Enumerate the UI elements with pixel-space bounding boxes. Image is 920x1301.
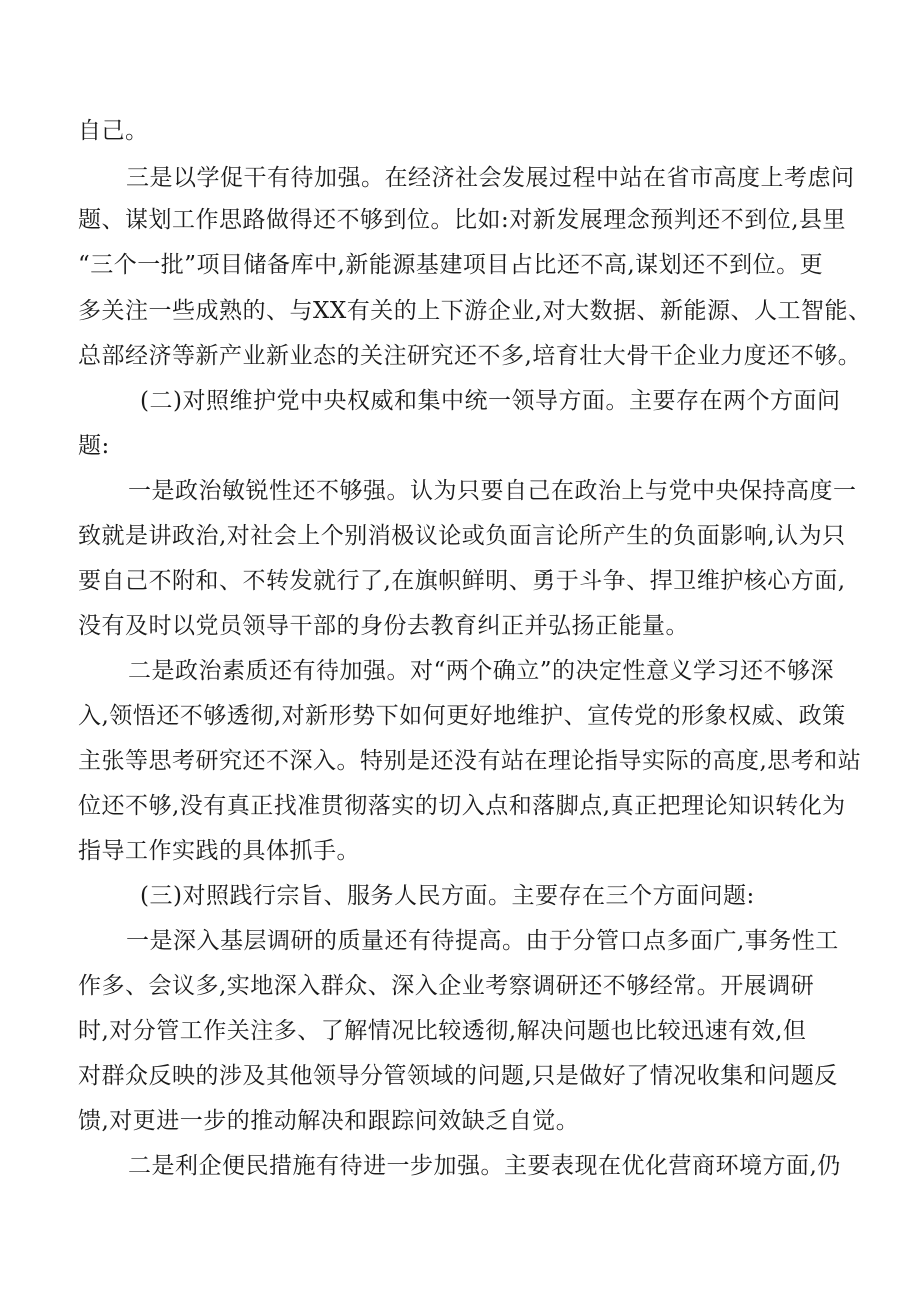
text-line: 主张等思考研究还不深入。特别是还没有站在理论指导实际的高度,思考和站 <box>78 748 862 774</box>
text-line: 一是政治敏锐性还不够强。认为只要自己在政治上与党中央保持高度一 <box>128 478 857 504</box>
text-line: 指导工作实践的具体抓手。 <box>78 838 360 864</box>
text-line: 要自己不附和、不转发就行了,在旗帜鲜明、勇于斗争、捍卫维护核心方面, <box>78 568 846 594</box>
text-line: 入,领悟还不够透彻,对新形势下如何更好地维护、宣传党的形象权威、政策 <box>78 703 846 729</box>
text-line: 题、谋划工作思路做得还不够到位。比如:对新发展理念预判还不到位,县里 <box>78 207 847 233</box>
text-line: 二是利企便民措施有待进一步加强。主要表现在优化营商环境方面,仍 <box>128 1153 841 1179</box>
text-line: 作多、会议多,实地深入群众、深入企业考察调研还不够经常。开展调研 <box>78 973 815 999</box>
text-line: 三是以学促干有待加强。在经济社会发展过程中站在省市高度上考虑问 <box>126 165 855 191</box>
text-line: 多关注一些成熟的、与XX有关的上下游企业,对大数据、新能源、人工智能、 <box>78 298 872 324</box>
text-line: 致就是讲政治,对社会上个别消极议论或负面言论所产生的负面影响,认为只 <box>78 523 846 549</box>
text-line: 总部经济等新产业新业态的关注研究还不多,培育壮大骨干企业力度还不够。 <box>78 343 862 369</box>
text-line: 自己。 <box>78 118 149 144</box>
section-heading: 题: <box>78 433 110 459</box>
text-line: 二是政治素质还有待加强。对“两个确立”的决定性意义学习还不够深 <box>128 658 835 684</box>
text-line: 馈,对更进一步的推动解决和跟踪问效缺乏自觉。 <box>78 1108 580 1134</box>
section-heading: (二)对照维护党中央权威和集中统一领导方面。主要存在两个方面问 <box>140 388 841 414</box>
text-line: 对群众反映的涉及其他领导分管领域的问题,只是做好了情况收集和问题反 <box>78 1063 838 1089</box>
text-line: 时,对分管工作关注多、了解情况比较透彻,解决问题也比较迅速有效,但 <box>78 1018 807 1044</box>
text-line: 一是深入基层调研的质量还有待提高。由于分管口点多面广,事务性工 <box>126 928 839 954</box>
text-line: “三个一批”项目储备库中,新能源基建项目占比还不高,谋划还不到位。更 <box>78 252 824 278</box>
text-line: 没有及时以党员领导干部的身份去教育纠正并弘扬正能量。 <box>78 613 689 639</box>
text-line: 位还不够,没有真正找准贯彻落实的切入点和落脚点,真正把理论知识转化为 <box>78 793 846 819</box>
section-heading: (三)对照践行宗旨、服务人民方面。主要存在三个方面问题: <box>140 883 755 909</box>
